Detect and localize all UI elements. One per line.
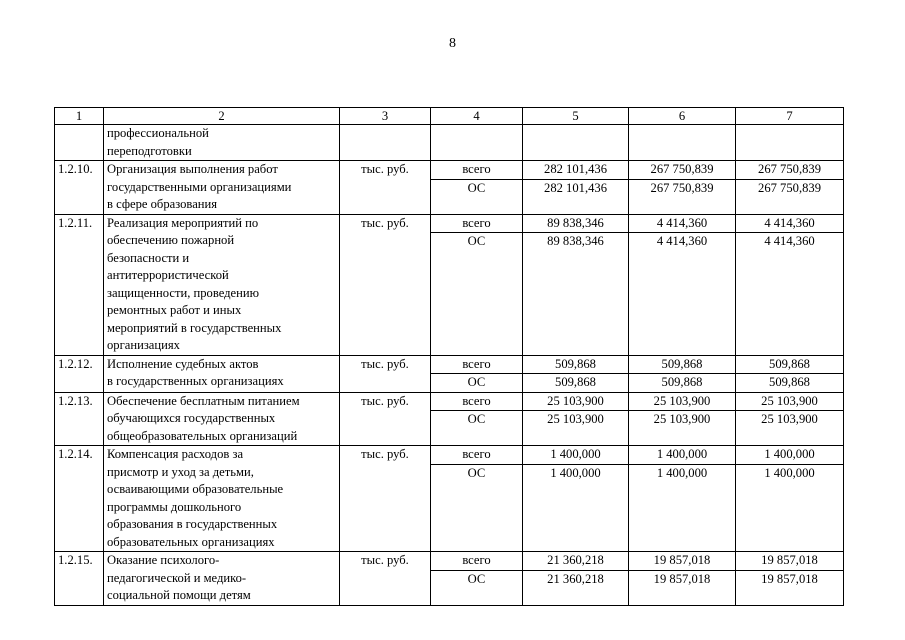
- value-col6: 4 414,360: [629, 214, 736, 233]
- value-col6: 25 103,900: [629, 392, 736, 411]
- name-line: безопасности и: [107, 250, 190, 265]
- table-row: [55, 214, 844, 233]
- continuation-source-cell: [431, 125, 523, 161]
- value-col7: 19 857,018: [736, 570, 844, 605]
- name-line: государственными организациями: [107, 179, 292, 194]
- column-header-2: 2: [104, 108, 340, 125]
- source-label: ОС: [431, 464, 523, 552]
- continuation-row: [55, 125, 844, 161]
- budget-table: [54, 107, 844, 606]
- value-col5: 21 360,218: [523, 552, 629, 571]
- value-col6: 1 400,000: [629, 446, 736, 465]
- source-label: всего: [431, 552, 523, 571]
- value-col6: 4 414,360: [629, 233, 736, 356]
- value-col7: 267 750,839: [736, 161, 844, 180]
- source-label: всего: [431, 355, 523, 374]
- value-col5: 25 103,900: [523, 411, 629, 446]
- column-header-4: 4: [431, 108, 523, 125]
- source-label: всего: [431, 392, 523, 411]
- name-line: обучающихся государственных: [107, 411, 276, 425]
- value-col7: 1 400,000: [736, 446, 844, 465]
- value-col7: 509,868: [736, 355, 844, 374]
- value-col6: 267 750,839: [629, 179, 736, 214]
- name-line: организациях: [107, 338, 180, 352]
- value-col6: 19 857,018: [629, 570, 736, 605]
- row-unit: тыс. руб.: [340, 446, 431, 552]
- value-col7: 1 400,000: [736, 464, 844, 552]
- table-row: [55, 552, 844, 571]
- continuation-code-cell: [55, 125, 104, 161]
- row-code: 1.2.14.: [55, 446, 104, 552]
- name-line: осваивающими образовательные: [107, 482, 284, 496]
- row-unit: тыс. руб.: [340, 214, 431, 355]
- row-name: [104, 446, 340, 552]
- name-line: переподготовки: [107, 143, 192, 158]
- name-line: профессиональной: [107, 126, 209, 140]
- continuation-col5-cell: [523, 125, 629, 161]
- row-code: 1.2.12.: [55, 355, 104, 392]
- table-body: [55, 108, 844, 606]
- value-col5: 89 838,346: [523, 214, 629, 233]
- name-line: образовательных организациях: [107, 534, 275, 549]
- value-col5: 509,868: [523, 374, 629, 393]
- value-col7: 4 414,360: [736, 233, 844, 356]
- name-line: социальной помощи детям: [107, 588, 251, 602]
- value-col5: 1 400,000: [523, 446, 629, 465]
- table-row: [55, 355, 844, 374]
- row-unit: тыс. руб.: [340, 355, 431, 392]
- table-row: [55, 161, 844, 180]
- value-col6: 509,868: [629, 355, 736, 374]
- name-line: в государственных организациях: [107, 374, 284, 388]
- name-line: обеспечению пожарной: [107, 233, 235, 247]
- row-name: [104, 355, 340, 392]
- row-unit: тыс. руб.: [340, 392, 431, 446]
- name-line: Реализация мероприятий по: [107, 215, 259, 230]
- name-line: образования в государственных: [107, 517, 278, 531]
- continuation-col7-cell: [736, 125, 844, 161]
- source-label: ОС: [431, 570, 523, 605]
- row-name: [104, 552, 340, 606]
- source-label: всего: [431, 161, 523, 180]
- column-header-5: 5: [523, 108, 629, 125]
- row-name: [104, 392, 340, 446]
- name-line: мероприятий в государственных: [107, 320, 282, 335]
- value-col5: 21 360,218: [523, 570, 629, 605]
- column-header-1: 1: [55, 108, 104, 125]
- name-line: Организация выполнения работ: [107, 162, 278, 176]
- row-code: 1.2.15.: [55, 552, 104, 606]
- continuation-col6-cell: [629, 125, 736, 161]
- row-name: [104, 214, 340, 355]
- source-label: ОС: [431, 411, 523, 446]
- value-col7: 25 103,900: [736, 392, 844, 411]
- value-col7: 25 103,900: [736, 411, 844, 446]
- column-header-3: 3: [340, 108, 431, 125]
- source-label: ОС: [431, 179, 523, 214]
- name-line: Исполнение судебных актов: [107, 356, 259, 371]
- name-line: Обеспечение бесплатным питанием: [107, 393, 300, 408]
- value-col6: 1 400,000: [629, 464, 736, 552]
- name-line: педагогической и медико-: [107, 570, 247, 585]
- continuation-name-cell: [104, 125, 340, 161]
- source-label: ОС: [431, 374, 523, 393]
- name-line: в сфере образования: [107, 197, 218, 211]
- value-col5: 1 400,000: [523, 464, 629, 552]
- row-name: [104, 161, 340, 215]
- name-line: Компенсация расходов за: [107, 447, 244, 461]
- value-col5: 282 101,436: [523, 161, 629, 180]
- value-col6: 25 103,900: [629, 411, 736, 446]
- continuation-unit-cell: [340, 125, 431, 161]
- value-col7: 509,868: [736, 374, 844, 393]
- name-line: присмотр и уход за детьми,: [107, 464, 254, 479]
- name-line: защищенности, проведению: [107, 285, 260, 300]
- row-unit: тыс. руб.: [340, 552, 431, 606]
- row-code: 1.2.10.: [55, 161, 104, 215]
- name-line: программы дошкольного: [107, 499, 242, 514]
- value-col7: 19 857,018: [736, 552, 844, 571]
- value-col5: 25 103,900: [523, 392, 629, 411]
- row-code: 1.2.13.: [55, 392, 104, 446]
- name-line: общеобразовательных организаций: [107, 428, 298, 443]
- source-label: ОС: [431, 233, 523, 356]
- row-unit: тыс. руб.: [340, 161, 431, 215]
- name-line: Оказание психолого-: [107, 553, 220, 567]
- table-row: [55, 446, 844, 465]
- name-line: антитеррористической: [107, 268, 229, 282]
- value-col5: 89 838,346: [523, 233, 629, 356]
- source-label: всего: [431, 446, 523, 465]
- table-row: [55, 392, 844, 411]
- page-number: 8: [449, 36, 456, 51]
- name-line: ремонтных работ и иных: [107, 303, 242, 317]
- column-header-7: 7: [736, 108, 844, 125]
- value-col6: 267 750,839: [629, 161, 736, 180]
- value-col7: 267 750,839: [736, 179, 844, 214]
- column-header-row: [55, 108, 844, 125]
- value-col6: 509,868: [629, 374, 736, 393]
- value-col7: 4 414,360: [736, 214, 844, 233]
- source-label: всего: [431, 214, 523, 233]
- value-col5: 509,868: [523, 355, 629, 374]
- column-header-6: 6: [629, 108, 736, 125]
- value-col6: 19 857,018: [629, 552, 736, 571]
- row-code: 1.2.11.: [55, 214, 104, 355]
- value-col5: 282 101,436: [523, 179, 629, 214]
